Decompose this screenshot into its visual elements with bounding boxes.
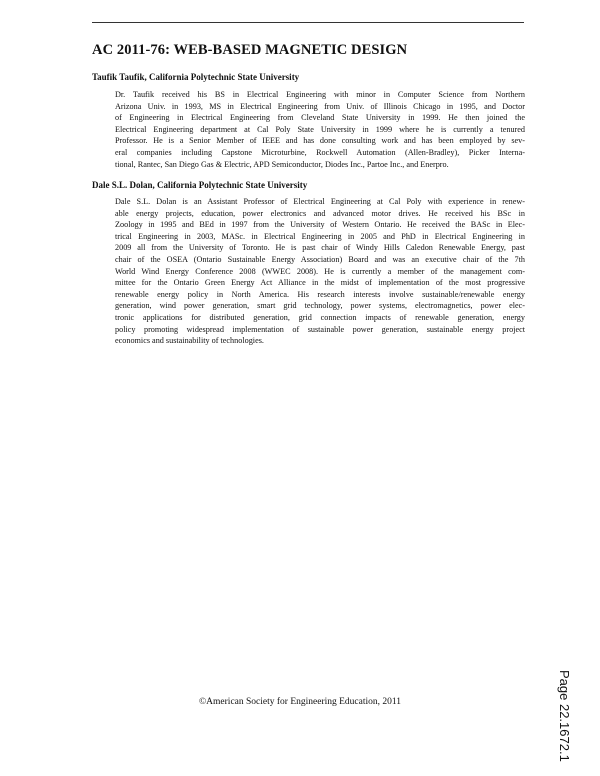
bio-line: Zoology in 1995 and BEd in 1997 from the University of Western Ontario. He received the BASc in Elec- [115, 220, 525, 230]
bio-line: Dr. Taufik received his BS in Electrical Engineering with minor in Computer Science from Northern [115, 90, 525, 99]
author-heading-taufik: Taufik Taufik, California Polytechnic State University [92, 72, 300, 82]
bio-line: mittee for the Ontario Green Energy Act Alliance in the midst of implementation of the most progressive [115, 278, 525, 288]
bio-line: tional, Rantec, San Diego Gas & Electric, APD Semiconductor, Diodes Inc., Partoe Inc., and Enerpro. [115, 159, 449, 169]
bio-line: economics and sustainability of technologies. [115, 336, 264, 346]
bio-line: eral companies including Capstone Microturbine, Rockwell Automation (Allen-Bradley), Picker Interna- [115, 147, 525, 157]
bio-line: generation, wind power generation, smart grid technology, power systems, electromagnetics, power elec- [115, 301, 525, 311]
bio-line: trical Engineering in 2003, MASc. in Electrical Engineering in 2005 and PhD in Electrical Engineering in [115, 231, 525, 241]
bio-line: Dale S.L. Dolan is an Assistant Professor of Electrical Engineering at Cal Poly with experience in renew- [115, 197, 525, 206]
bio-line: renewable energy policy in North America. His research interests involve sustainable/renewable energy [115, 289, 525, 299]
bio-line: tronic applications for distributed generation, grid connection impacts of renewable generation, energy [115, 312, 525, 322]
author-bio-dolan [115, 196, 525, 347]
bio-line: of Engineering in Electrical Engineering from Cleveland State University in 1999. He then joined the [115, 113, 525, 123]
bio-line: Electrical Engineering department at Cal Poly State University in 1999 where he is currently a tenured [115, 124, 525, 134]
paper-title: AC 2011-76: WEB-BASED MAGNETIC DESIGN [92, 42, 408, 58]
bio-line: able energy projects, education, power electronics and advanced motor drives. He received his BSc in [115, 208, 525, 218]
bio-line: policy promoting widespread implementation of sustainable power generation, sustainable energy project [115, 324, 525, 334]
bio-line: 2009 all from the University of Toronto. He is past chair of Windy Hills Caledon Renewable Energy, past [115, 243, 525, 253]
page-number-stamp: Page 22.1672.1 [557, 670, 572, 762]
bio-line: Professor. He is a Senior Member of IEEE and has done consulting work and has been employed by sev- [115, 136, 525, 146]
bio-line: World Wind Energy Conference 2008 (WWEC 2008). He is currently a member of the management com- [115, 266, 525, 276]
bio-line: chair of the OSEA (Ontario Sustainable Energy Association) Board and was an executive chair of the 7th [115, 254, 525, 264]
bio-line: Arizona Univ. in 1993, MS in Electrical Engineering from Univ. of Illinois Chicago in 1995, and Doctor [115, 101, 525, 111]
author-bio-taufik [115, 89, 525, 170]
copyright-footer: ©American Society for Engineering Education, 2011 [198, 697, 402, 707]
top-rule [92, 22, 524, 23]
author-heading-dolan: Dale S.L. Dolan, California Polytechnic State University [92, 180, 308, 190]
